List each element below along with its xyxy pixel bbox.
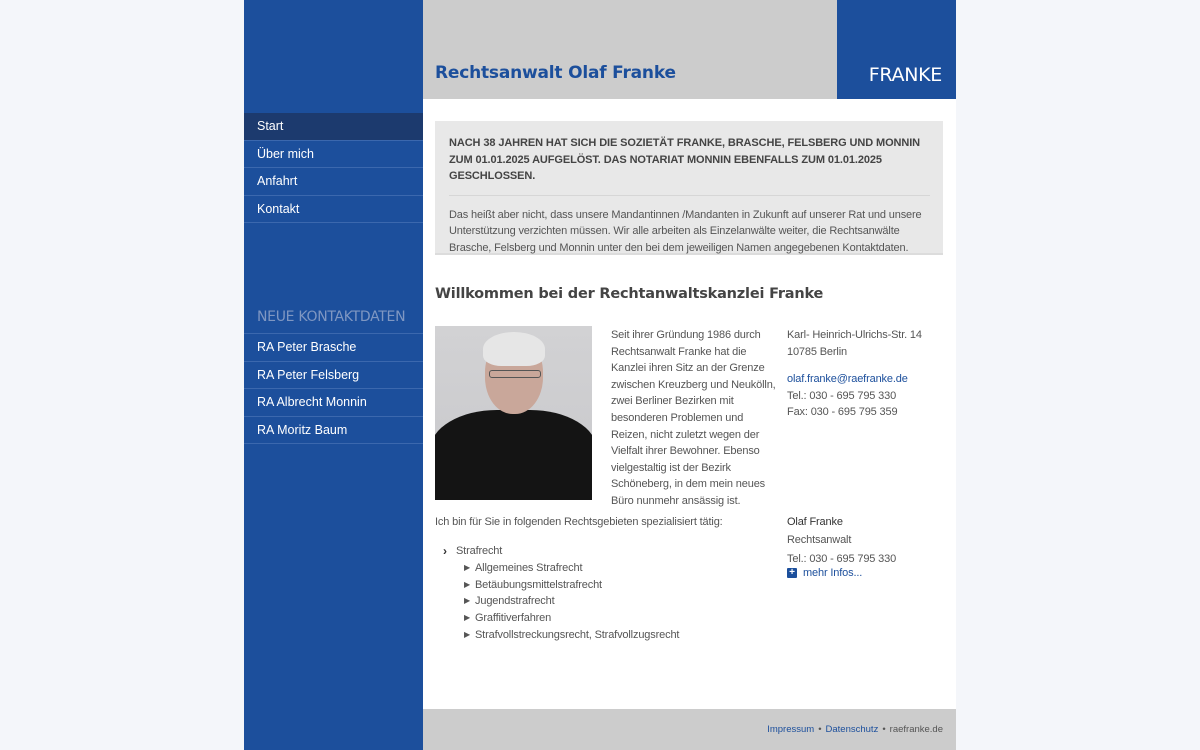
portrait-photo: [435, 326, 592, 500]
contacts-nav: [244, 333, 423, 444]
spec-item: ▶ Graffitiverfahren: [443, 610, 679, 627]
address-street: Karl- Heinrich-Ulrichs-Str. 14: [787, 329, 922, 341]
spec-item: ▶ Jugendstrafrecht: [443, 593, 679, 610]
nav-item-ueber-mich[interactable]: Über mich: [244, 141, 423, 169]
main-content: [423, 0, 956, 750]
specializations-intro: Ich bin für Sie in folgenden Rechtsgebieten spezialisiert tätig:: [435, 516, 723, 528]
chevron-right-icon: ›: [443, 544, 447, 558]
contact-felsberg[interactable]: RA Peter Felsberg: [244, 362, 423, 390]
photo-hair: [483, 332, 545, 366]
caret-right-icon: ▶: [464, 613, 471, 623]
welcome-heading: Willkommen bei der Rechtanwaltskanzlei Franke: [435, 286, 824, 302]
notice-divider: [449, 195, 930, 196]
nav-item-kontakt[interactable]: Kontakt: [244, 196, 423, 224]
brand-logo[interactable]: [837, 0, 956, 99]
page: [244, 0, 956, 750]
contact-baum[interactable]: RA Moritz Baum: [244, 417, 423, 445]
contacts-heading: NEUE KONTAKTDATEN: [257, 309, 406, 325]
site-title: Rechtsanwalt Olaf Franke: [435, 63, 676, 83]
main-nav: [244, 113, 423, 223]
nav-item-anfahrt[interactable]: Anfahrt: [244, 168, 423, 196]
spec-item: ▶ Strafvollstreckungsrecht, Strafvollzugsrecht: [443, 627, 679, 644]
spec-strafrecht: › Strafrecht: [443, 544, 503, 558]
contact-monnin[interactable]: RA Albrecht Monnin: [244, 389, 423, 417]
footer-links: Impressum • Datenschutz • raefranke.de: [767, 724, 943, 735]
caret-right-icon: ▶: [464, 629, 471, 639]
datenschutz-link[interactable]: Datenschutz: [825, 724, 879, 735]
caret-right-icon: ▶: [464, 596, 471, 606]
person-card: [787, 514, 896, 579]
plus-square-icon: +: [787, 568, 797, 578]
nav-item-start[interactable]: Start: [244, 113, 423, 141]
sidebar: [244, 0, 423, 750]
address-city: 10785 Berlin: [787, 345, 847, 358]
person-name: Olaf Franke: [787, 516, 843, 528]
footer-domain: raefranke.de: [889, 724, 943, 735]
spec-item: ▶ Allgemeines Strafrecht: [443, 560, 679, 577]
address-block: [787, 327, 947, 421]
more-info-link[interactable]: + mehr Infos...: [787, 567, 896, 579]
address-fax: Fax: 030 - 695 795 359: [787, 406, 898, 419]
intro-text: Seit ihrer Gründung 1986 durch Rechtsanwalt Franke hat die Kanzlei ihren Sitz an der Grenze zwischen Kreuzberg und Neukölln, zwei Berliner Bezirken mit besonderen Problemen und Reizen, nicht zuletzt wegen der Vielfalt ihrer Bewohner. Ebenso vielgestaltig ist der Bezirk Schöneberg, in dem mein neues Büro nunmehr ansässig ist.: [611, 329, 776, 507]
header-banner: [423, 0, 837, 99]
caret-right-icon: ▶: [464, 579, 471, 589]
person-role: Rechtsanwalt: [787, 534, 852, 546]
photo-glasses: [489, 370, 541, 378]
notice-headline: NACH 38 JAHREN HAT SICH DIE SOZIETÄT FRANKE, BRASCHE, FELSBERG UND MONNIN ZUM 01.01.2025 AUFGELÖST. DAS NOTARIAT MONNIN EBENFALLS ZUM 01.01.2025 GESCHLOSSEN.: [449, 137, 921, 182]
footer: [423, 709, 956, 750]
spec-item: ▶ Betäubungsmittelstrafrecht: [443, 577, 679, 594]
brand-text: FRANKE: [868, 64, 942, 86]
notice-body: Das heißt aber nicht, dass unsere Mandantinnen /Mandanten in Zukunft auf unserer Rat und unsere Unterstützung verzichten müssen. Wir alle arbeiten als Einzelanwälte weiter, die Rechtsanwälte Brasche, Felsberg und Monnin unter den bei dem jeweiligen Namen angegebenen Kontaktdaten.: [449, 208, 922, 254]
notice-box: [435, 121, 943, 255]
impressum-link[interactable]: Impressum: [767, 724, 815, 735]
contact-brasche[interactable]: RA Peter Brasche: [244, 334, 423, 362]
caret-right-icon: ▶: [464, 563, 471, 572]
specializations-list: [443, 543, 679, 643]
address-tel: Tel.: 030 - 695 795 330: [787, 389, 897, 402]
person-tel: Tel.: 030 - 695 795 330: [787, 553, 897, 565]
photo-shirt: [435, 410, 592, 500]
email-link[interactable]: olaf.franke@raefranke.de: [787, 373, 908, 386]
